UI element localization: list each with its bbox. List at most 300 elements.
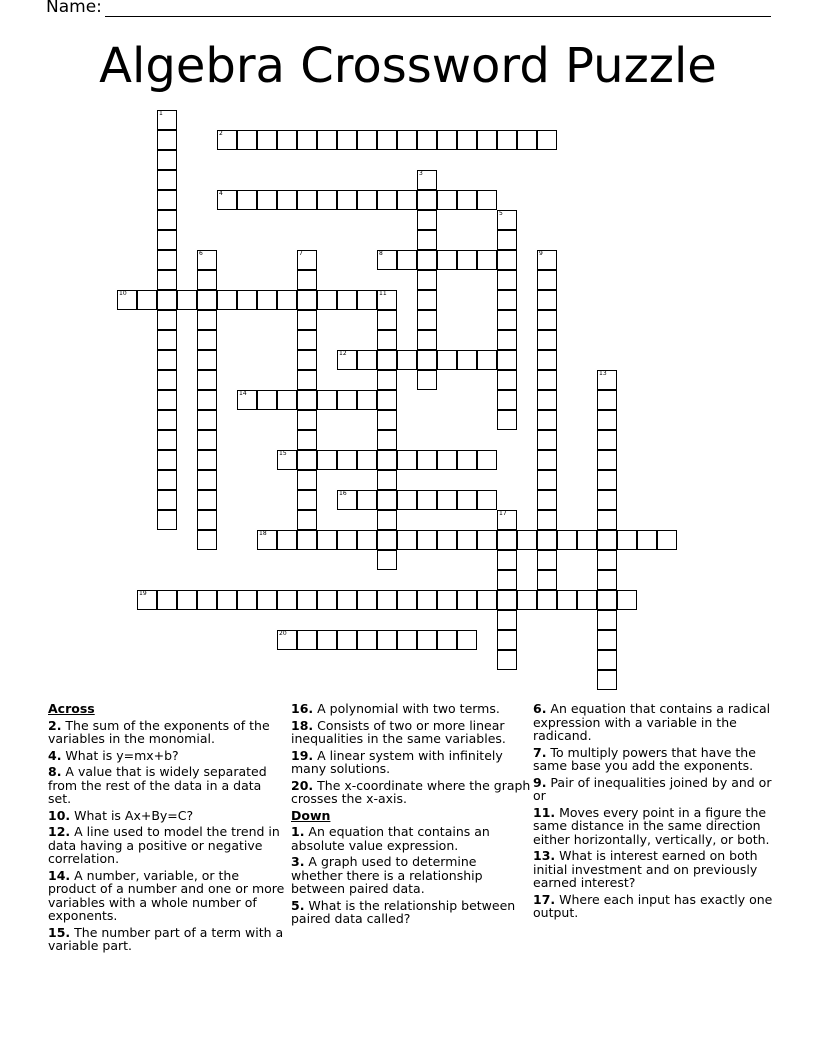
crossword-cell[interactable] (597, 510, 617, 530)
crossword-cell[interactable] (357, 530, 377, 550)
crossword-cell[interactable] (277, 290, 297, 310)
clue-text: What is interest earned on both initial investment and on previously earned interest? (533, 848, 758, 890)
crossword-cell[interactable] (617, 530, 637, 550)
clue-text: A polynomial with two terms. (313, 701, 500, 716)
clue-text: A graph used to determine whether there is a relationship between paired data. (291, 854, 483, 896)
crossword-cell[interactable] (357, 450, 377, 470)
clue-heading: Down (291, 807, 331, 823)
crossword-cell[interactable] (377, 370, 397, 390)
clue-number: 14 (239, 390, 247, 397)
crossword-cell[interactable] (477, 350, 497, 370)
clue-number: 2 (219, 130, 223, 137)
crossword-cell[interactable] (337, 450, 357, 470)
crossword-cell[interactable] (157, 490, 177, 510)
crossword-cell[interactable] (377, 190, 397, 210)
crossword-cell[interactable] (497, 230, 517, 250)
crossword-cell[interactable] (197, 430, 217, 450)
crossword-cell[interactable] (537, 350, 557, 370)
crossword-cell[interactable] (537, 490, 557, 510)
crossword-cell[interactable] (457, 450, 477, 470)
crossword-cell[interactable] (297, 510, 317, 530)
crossword-cell[interactable] (157, 330, 177, 350)
crossword-cell[interactable] (537, 390, 557, 410)
crossword-cell[interactable] (437, 450, 457, 470)
crossword-cell[interactable] (437, 130, 457, 150)
crossword-cell[interactable] (457, 190, 477, 210)
crossword-cell[interactable] (497, 350, 517, 370)
clue-text: An equation that contains an absolute value expression. (291, 824, 490, 853)
crossword-cell[interactable] (537, 450, 557, 470)
clue-number: 7 (299, 250, 303, 257)
crossword-cell[interactable] (157, 350, 177, 370)
page-title: Algebra Crossword Puzzle (99, 38, 717, 94)
crossword-cell[interactable] (337, 190, 357, 210)
clue-number: 4 (219, 190, 223, 197)
crossword-cell[interactable] (497, 570, 517, 590)
crossword-cell[interactable] (197, 370, 217, 390)
crossword-cell[interactable] (397, 350, 417, 370)
crossword-cell[interactable] (597, 650, 617, 670)
crossword-cell[interactable] (417, 270, 437, 290)
crossword-cell[interactable] (597, 370, 617, 390)
crossword-cell[interactable] (297, 630, 317, 650)
clue-item (533, 893, 773, 920)
crossword-cell[interactable] (377, 590, 397, 610)
crossword-cell[interactable] (317, 590, 337, 610)
crossword-cell[interactable] (497, 210, 517, 230)
crossword-cell[interactable] (597, 490, 617, 510)
crossword-cell[interactable] (157, 450, 177, 470)
crossword-cell[interactable] (397, 630, 417, 650)
crossword-cell[interactable] (377, 510, 397, 530)
clue-text: What is the relationship between paired data called? (291, 897, 516, 926)
clue-item (48, 765, 288, 806)
crossword-cell[interactable] (457, 250, 477, 270)
crossword-cell[interactable] (597, 410, 617, 430)
crossword-cell[interactable] (197, 450, 217, 470)
crossword-cell[interactable] (537, 270, 557, 290)
crossword-cell[interactable] (157, 170, 177, 190)
crossword-cell[interactable] (497, 650, 517, 670)
crossword-cell[interactable] (397, 190, 417, 210)
crossword-cell[interactable] (297, 450, 317, 470)
crossword-cell[interactable] (297, 270, 317, 290)
crossword-cell[interactable] (457, 350, 477, 370)
crossword-cell[interactable] (317, 450, 337, 470)
crossword-cell[interactable] (477, 490, 497, 510)
crossword-cell[interactable] (197, 410, 217, 430)
crossword-cell[interactable] (417, 450, 437, 470)
crossword-cell[interactable] (577, 590, 597, 610)
crossword-cell[interactable] (417, 310, 437, 330)
clue-item (291, 749, 531, 776)
crossword-cell[interactable] (397, 130, 417, 150)
crossword-cell[interactable] (297, 590, 317, 610)
crossword-cell[interactable] (297, 330, 317, 350)
crossword-cell[interactable] (497, 390, 517, 410)
crossword-cell[interactable] (237, 590, 257, 610)
crossword-cell[interactable] (217, 190, 237, 210)
crossword-cell[interactable] (457, 590, 477, 610)
crossword-cell[interactable] (217, 590, 237, 610)
clue-number: 9 (539, 250, 543, 257)
clue-number-label: 17. (533, 891, 556, 907)
crossword-cell[interactable] (537, 330, 557, 350)
crossword-cell[interactable] (137, 590, 157, 610)
crossword-cell[interactable] (197, 350, 217, 370)
clue-text: A line used to model the trend in data having a positive or negative correlation. (48, 824, 280, 866)
crossword-cell[interactable] (417, 190, 437, 210)
crossword-cell[interactable] (237, 130, 257, 150)
crossword-cell[interactable] (417, 370, 437, 390)
crossword-cell[interactable] (497, 310, 517, 330)
crossword-cell[interactable] (157, 210, 177, 230)
crossword-cell[interactable] (597, 670, 617, 690)
crossword-cell[interactable] (277, 190, 297, 210)
crossword-cell[interactable] (497, 370, 517, 390)
crossword-cell[interactable] (277, 630, 297, 650)
crossword-cell[interactable] (417, 210, 437, 230)
crossword-cell[interactable] (557, 530, 577, 550)
crossword-cell[interactable] (317, 530, 337, 550)
crossword-cell[interactable] (357, 130, 377, 150)
clue-number-label: 5. (291, 897, 305, 913)
crossword-cell[interactable] (597, 570, 617, 590)
crossword-cell[interactable] (477, 590, 497, 610)
crossword-cell[interactable] (497, 590, 517, 610)
crossword-cell[interactable] (297, 430, 317, 450)
clue-number-label: 18. (291, 717, 314, 733)
crossword-cell[interactable] (357, 630, 377, 650)
crossword-cell[interactable] (317, 190, 337, 210)
crossword-cell[interactable] (437, 190, 457, 210)
crossword-cell[interactable] (417, 170, 437, 190)
crossword-cell[interactable] (337, 490, 357, 510)
clue-column-1 (48, 702, 288, 956)
crossword-cell[interactable] (157, 290, 177, 310)
clue-item (48, 719, 288, 746)
crossword-cell[interactable] (157, 390, 177, 410)
crossword-cell[interactable] (377, 130, 397, 150)
crossword-cell[interactable] (477, 130, 497, 150)
crossword-cell[interactable] (357, 290, 377, 310)
crossword-cell[interactable] (197, 290, 217, 310)
name-label: Name: (46, 0, 102, 17)
crossword-cell[interactable] (537, 410, 557, 430)
clue-text: Where each input has exactly one output. (533, 891, 773, 920)
crossword-cell[interactable] (297, 350, 317, 370)
clue-number-label: 9. (533, 774, 547, 790)
crossword-cell[interactable] (337, 390, 357, 410)
crossword-cell[interactable] (337, 130, 357, 150)
crossword-cell[interactable] (437, 530, 457, 550)
crossword-cell[interactable] (157, 510, 177, 530)
crossword-cell[interactable] (377, 630, 397, 650)
crossword-cell[interactable] (257, 130, 277, 150)
crossword-cell[interactable] (297, 290, 317, 310)
crossword-cell[interactable] (157, 310, 177, 330)
crossword-cell[interactable] (197, 250, 217, 270)
clue-item (48, 809, 288, 823)
crossword-cell[interactable] (517, 130, 537, 150)
crossword-cell[interactable] (537, 530, 557, 550)
crossword-cell[interactable] (397, 590, 417, 610)
clue-item (291, 899, 531, 926)
crossword-cell[interactable] (297, 410, 317, 430)
crossword-cell[interactable] (357, 390, 377, 410)
crossword-cell[interactable] (497, 550, 517, 570)
crossword-cell[interactable] (177, 590, 197, 610)
crossword-cell[interactable] (377, 250, 397, 270)
crossword-cell[interactable] (357, 350, 377, 370)
crossword-cell[interactable] (297, 390, 317, 410)
crossword-cell[interactable] (237, 390, 257, 410)
crossword-cell[interactable] (537, 370, 557, 390)
crossword-cell[interactable] (497, 530, 517, 550)
crossword-cell[interactable] (257, 590, 277, 610)
crossword-cell[interactable] (537, 130, 557, 150)
crossword-cell[interactable] (457, 630, 477, 650)
crossword-cell[interactable] (217, 130, 237, 150)
crossword-cell[interactable] (317, 630, 337, 650)
clue-item (533, 746, 773, 773)
crossword-cell[interactable] (197, 530, 217, 550)
clue-number: 5 (499, 210, 503, 217)
crossword-cell[interactable] (597, 430, 617, 450)
crossword-cell[interactable] (597, 470, 617, 490)
crossword-cell[interactable] (237, 290, 257, 310)
clue-number-label: 15. (48, 924, 71, 940)
crossword-cell[interactable] (377, 290, 397, 310)
crossword-cell[interactable] (297, 130, 317, 150)
crossword-cell[interactable] (197, 330, 217, 350)
clue-text: Moves every point in a figure the same distance in the same direction either horizontally, vertically, or both. (533, 804, 770, 847)
crossword-cell[interactable] (497, 610, 517, 630)
crossword-cell[interactable] (157, 370, 177, 390)
crossword-cell[interactable] (157, 410, 177, 430)
crossword-cell[interactable] (537, 590, 557, 610)
crossword-cell[interactable] (417, 630, 437, 650)
crossword-cell[interactable] (597, 390, 617, 410)
crossword-cell[interactable] (537, 250, 557, 270)
crossword-cell[interactable] (437, 630, 457, 650)
crossword-cell[interactable] (597, 550, 617, 570)
crossword-cell[interactable] (477, 450, 497, 470)
crossword-cell[interactable] (197, 390, 217, 410)
crossword-cell[interactable] (437, 350, 457, 370)
crossword-cell[interactable] (157, 190, 177, 210)
crossword-cell[interactable] (137, 290, 157, 310)
clue-number: 18 (259, 530, 267, 537)
crossword-cell[interactable] (597, 450, 617, 470)
crossword-cell[interactable] (477, 190, 497, 210)
crossword-cell[interactable] (537, 470, 557, 490)
crossword-cell[interactable] (477, 530, 497, 550)
crossword-cell[interactable] (317, 290, 337, 310)
clue-number: 16 (339, 490, 347, 497)
crossword-cell[interactable] (317, 390, 337, 410)
crossword-cell[interactable] (157, 230, 177, 250)
clue-number: 15 (279, 450, 287, 457)
crossword-cell[interactable] (497, 290, 517, 310)
crossword-cell[interactable] (197, 510, 217, 530)
clue-text: A value that is widely separated from the rest of the data in a data set. (48, 764, 267, 806)
clue-text: A linear system with infinitely many solutions. (291, 747, 503, 776)
crossword-cell[interactable] (417, 350, 437, 370)
clue-number: 6 (199, 250, 203, 257)
crossword-cell[interactable] (257, 390, 277, 410)
crossword-cell[interactable] (197, 590, 217, 610)
crossword-cell[interactable] (257, 290, 277, 310)
crossword-cell[interactable] (537, 290, 557, 310)
crossword-cell[interactable] (417, 290, 437, 310)
crossword-cell[interactable] (337, 630, 357, 650)
crossword-cell[interactable] (157, 430, 177, 450)
crossword-cell[interactable] (157, 590, 177, 610)
crossword-cell[interactable] (497, 250, 517, 270)
crossword-cell[interactable] (537, 510, 557, 530)
crossword-cell[interactable] (497, 630, 517, 650)
crossword-cell[interactable] (157, 110, 177, 130)
crossword-cell[interactable] (417, 230, 437, 250)
crossword-cell[interactable] (337, 290, 357, 310)
clue-item (533, 849, 773, 890)
crossword-cell[interactable] (377, 530, 397, 550)
crossword-cell[interactable] (417, 250, 437, 270)
crossword-cell[interactable] (157, 150, 177, 170)
crossword-cell[interactable] (337, 350, 357, 370)
crossword-cell[interactable] (477, 250, 497, 270)
crossword-cell[interactable] (517, 530, 537, 550)
crossword-cell[interactable] (517, 590, 537, 610)
crossword-cell[interactable] (297, 310, 317, 330)
crossword-cell[interactable] (497, 510, 517, 530)
crossword-cell[interactable] (597, 590, 617, 610)
crossword-cell[interactable] (297, 490, 317, 510)
crossword-cell[interactable] (337, 590, 357, 610)
crossword-cell[interactable] (417, 590, 437, 610)
crossword-cell[interactable] (157, 130, 177, 150)
crossword-cell[interactable] (297, 190, 317, 210)
clue-item (533, 702, 773, 743)
crossword-cell[interactable] (357, 490, 377, 510)
clue-item (533, 776, 773, 803)
crossword-cell[interactable] (277, 130, 297, 150)
crossword-cell[interactable] (297, 370, 317, 390)
crossword-cell[interactable] (457, 490, 477, 510)
crossword-cell[interactable] (437, 590, 457, 610)
crossword-cell[interactable] (197, 470, 217, 490)
crossword-cell[interactable] (277, 450, 297, 470)
crossword-cell[interactable] (417, 530, 437, 550)
clue-item (291, 855, 531, 896)
crossword-cell[interactable] (197, 310, 217, 330)
crossword-cell[interactable] (537, 310, 557, 330)
crossword-cell[interactable] (497, 130, 517, 150)
crossword-cell[interactable] (597, 610, 617, 630)
crossword-cell[interactable] (277, 390, 297, 410)
crossword-cell[interactable] (457, 130, 477, 150)
crossword-cell[interactable] (377, 470, 397, 490)
clue-number: 13 (599, 370, 607, 377)
crossword-cell[interactable] (377, 350, 397, 370)
crossword-cell[interactable] (637, 530, 657, 550)
clue-number: 19 (139, 590, 147, 597)
crossword-cell[interactable] (197, 270, 217, 290)
clue-number-label: 1. (291, 824, 305, 839)
crossword-cell[interactable] (537, 430, 557, 450)
crossword-cell[interactable] (317, 130, 337, 150)
crossword-cell[interactable] (277, 590, 297, 610)
clue-number: 17 (499, 510, 507, 517)
crossword-cell[interactable] (177, 290, 197, 310)
crossword-cell[interactable] (597, 630, 617, 650)
crossword-cell[interactable] (377, 550, 397, 570)
clue-number: 12 (339, 350, 347, 357)
crossword-cell[interactable] (157, 470, 177, 490)
crossword-cell[interactable] (397, 530, 417, 550)
crossword-cell[interactable] (417, 130, 437, 150)
clue-text: The number part of a term with a variable part. (48, 924, 284, 953)
clue-text: To multiply powers that have the same base you add the exponents. (533, 744, 756, 773)
crossword-cell[interactable] (657, 530, 677, 550)
crossword-cell[interactable] (377, 430, 397, 450)
crossword-cell[interactable] (377, 410, 397, 430)
crossword-cell[interactable] (377, 490, 397, 510)
crossword-cell[interactable] (577, 530, 597, 550)
crossword-cell[interactable] (537, 550, 557, 570)
crossword-cell[interactable] (337, 530, 357, 550)
crossword-cell[interactable] (157, 250, 177, 270)
crossword-cell[interactable] (377, 390, 397, 410)
crossword-cell[interactable] (457, 530, 477, 550)
crossword-cell[interactable] (377, 450, 397, 470)
crossword-cell[interactable] (597, 530, 617, 550)
crossword-cell[interactable] (497, 270, 517, 290)
crossword-cell[interactable] (257, 190, 277, 210)
crossword-cell[interactable] (497, 410, 517, 430)
crossword-cell[interactable] (277, 530, 297, 550)
crossword-cell[interactable] (257, 530, 277, 550)
crossword-cell[interactable] (377, 310, 397, 330)
crossword-cell[interactable] (357, 190, 377, 210)
crossword-cell[interactable] (297, 470, 317, 490)
clue-number: 3 (419, 170, 423, 177)
crossword-cell[interactable] (397, 490, 417, 510)
crossword-cell[interactable] (117, 290, 137, 310)
crossword-cell[interactable] (417, 490, 437, 510)
crossword-cell[interactable] (417, 330, 437, 350)
crossword-cell[interactable] (437, 250, 457, 270)
crossword-cell[interactable] (437, 490, 457, 510)
crossword-cell[interactable] (297, 250, 317, 270)
crossword-cell[interactable] (397, 250, 417, 270)
crossword-cell[interactable] (357, 590, 377, 610)
crossword-cell[interactable] (157, 270, 177, 290)
crossword-cell[interactable] (497, 330, 517, 350)
crossword-cell[interactable] (237, 190, 257, 210)
clue-number: 8 (379, 250, 383, 257)
crossword-cell[interactable] (217, 290, 237, 310)
crossword-cell[interactable] (617, 590, 637, 610)
crossword-cell[interactable] (297, 530, 317, 550)
crossword-cell[interactable] (397, 450, 417, 470)
crossword-cell[interactable] (557, 590, 577, 610)
crossword-cell[interactable] (537, 570, 557, 590)
crossword-cell[interactable] (377, 330, 397, 350)
clue-number-label: 8. (48, 764, 62, 779)
crossword-cell[interactable] (197, 490, 217, 510)
